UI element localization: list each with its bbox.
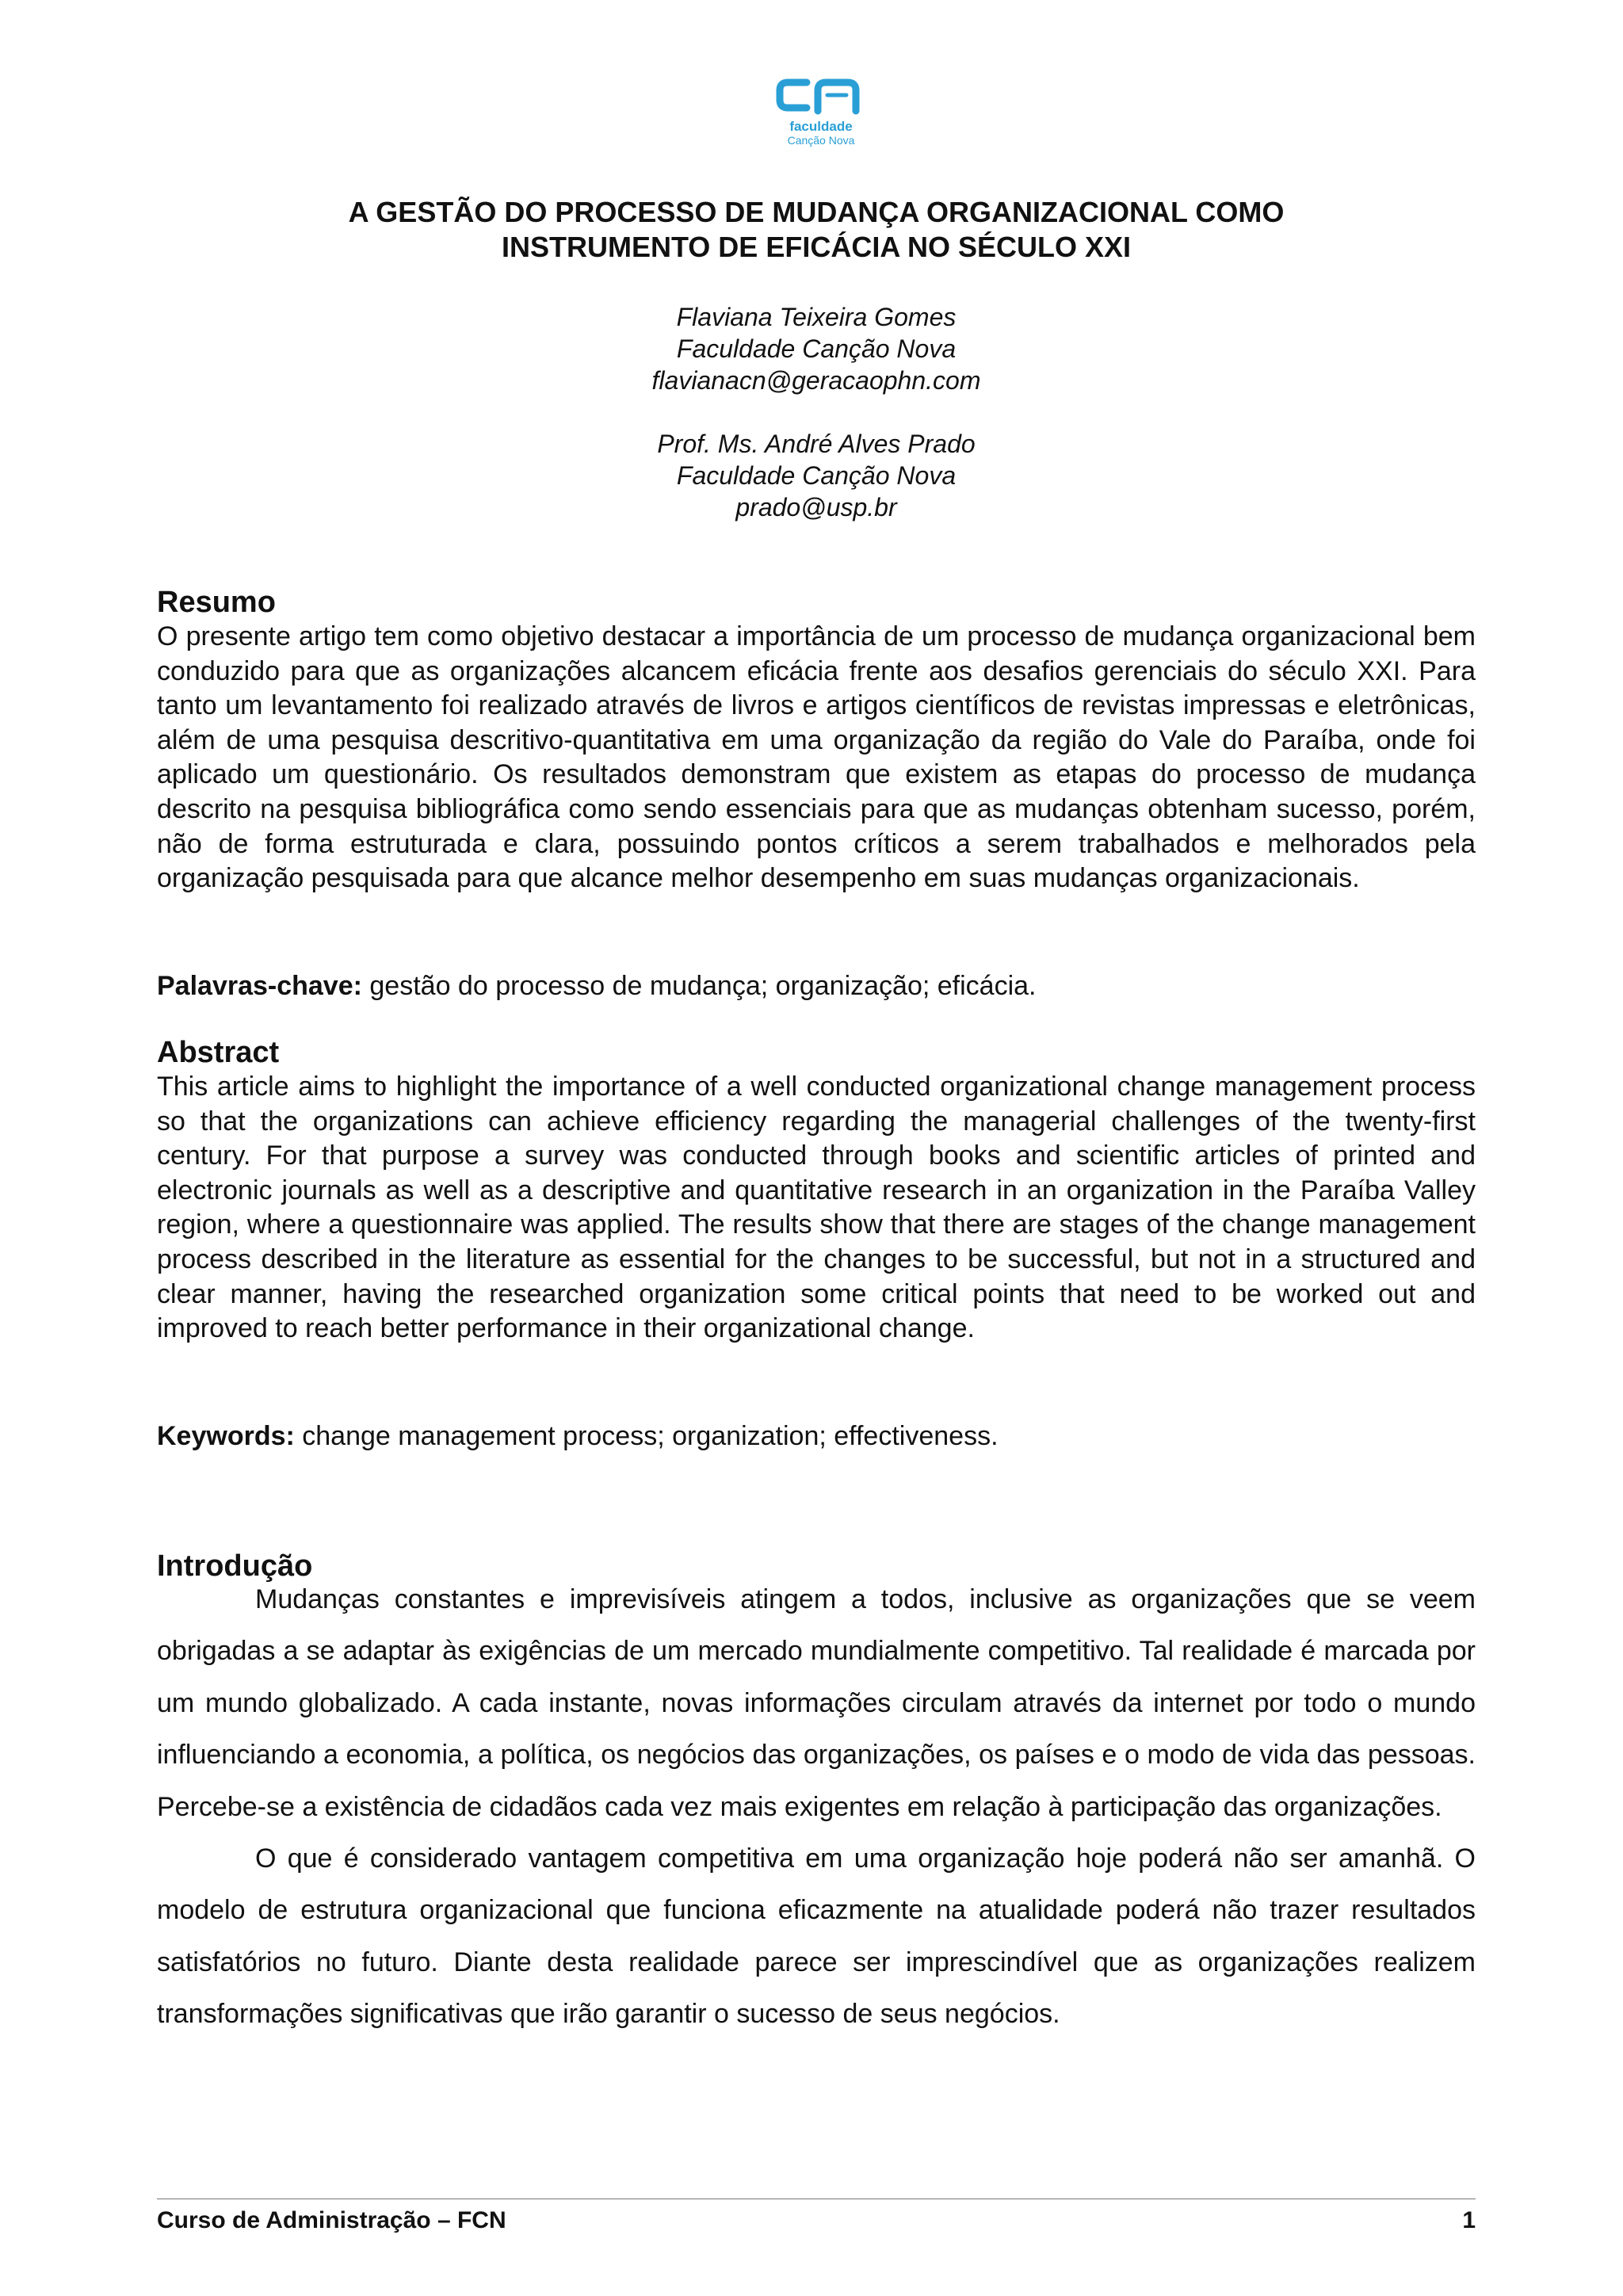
resumo-heading: Resumo: [157, 586, 276, 619]
paper-title: [157, 195, 1476, 265]
logo-line1: faculdade: [789, 119, 853, 134]
abstract-keywords: [157, 1419, 1476, 1454]
author-name: Flaviana Teixeira Gomes: [676, 303, 957, 331]
author-2: [157, 428, 1476, 523]
author-email: flavianacn@geracaophn.com: [651, 366, 981, 395]
title-line-1: A GESTÃO DO PROCESSO DE MUDANÇA ORGANIZACIONAL COMO: [348, 196, 1285, 228]
page-number: 1: [1462, 2207, 1476, 2233]
introduction-section: [157, 1549, 1476, 2041]
faculdade-cancao-nova-logo: [772, 76, 870, 149]
author-name: Prof. Ms. André Alves Prado: [657, 430, 976, 458]
abstract-section: [157, 1035, 1476, 1347]
title-line-2: INSTRUMENTO DE EFICÁCIA NO SÉCULO XXI: [501, 231, 1132, 263]
logo-line2: Canção Nova: [787, 134, 855, 147]
resumo-keywords-text: gestão do processo de mudança; organização; eficácia.: [361, 971, 1037, 1001]
resumo-text: O presente artigo tem como objetivo destacar a importância de um processo de mudança organizacional bem conduzido para que as organizações alcancem eficácia frente aos desafios gerenciais do século XXI. Para tanto um levantamento foi realizado através de livros e artigos científicos de revistas impressas e eletrônicas, além de uma pesquisa descritivo-quantitativa em uma organização da região do Vale do Paraíba, onde foi aplicado um questionário. Os resultados demonstram que existem as etapas do processo de mudança descrito na pesquisa bibliográfica como sendo essenciais para que as mudanças obtenham sucesso, porém, não de forma estruturada e clara, possuindo pontos críticos a serem trabalhados e melhorados pela organização pesquisada para que alcance melhor desempenho em suas mudanças organizacionais.: [157, 621, 1476, 894]
footer-course: Curso de Administração – FCN: [157, 2207, 506, 2233]
author-email: prado@usp.br: [735, 493, 897, 521]
abstract-text: This article aims to highlight the importance of a well conducted organizational change management process so that the organizations can achieve efficiency regarding the managerial challenges of the twenty-first century. For that purpose a survey was conducted through books and scientific articles of printed and electronic journals as well as a descriptive and quantitative research in an organization in the Paraíba Valley region, where a questionnaire was applied. The results show that there are stages of the change management process described in the literature as essential for the changes to be successful, but not in a structured and clear manner, having the researched organization some critical points that need to be worked out and improved to reach better performance in their organizational change.: [157, 1072, 1476, 1344]
introduction-paragraph: Mudanças constantes e imprevisíveis atingem a todos, inclusive as organizações que se veem obrigadas a se adaptar às exigências de um mercado mundialmente competitivo. Tal realidade é marcada por um mundo globalizado. A cada instante, novas informações circulam através da internet por todo o mundo influenciando a economia, a política, os negócios das organizações, os países e o modo de vida das pessoas. Percebe-se a existência de cidadãos cada vez mais exigentes em relação à participação das organizações.: [157, 1584, 1476, 1822]
resumo-keywords: [157, 968, 1476, 1003]
document-page: [157, 0, 1476, 2296]
introduction-paragraph: O que é considerado vantagem competitiva em uma organização hoje poderá não ser amanhã. O modelo de estrutura organizacional que funciona eficazmente na atualidade poderá não trazer resultados satisfatórios no futuro. Diante desta realidade parece ser imprescindível que as organizações realizem transformações significativas que irão garantir o sucesso de seus negócios.: [157, 1843, 1476, 2030]
abstract-keywords-text: change management process; organization; effectiveness.: [294, 1421, 999, 1451]
author-list: [157, 301, 1476, 555]
resumo-section: [157, 585, 1476, 896]
author-affiliation: Faculdade Canção Nova: [676, 461, 957, 490]
resumo-keywords-label: Palavras-chave:: [157, 971, 362, 1001]
author-1: [157, 301, 1476, 396]
cn-logo-mark-icon: [772, 76, 870, 120]
abstract-heading: Abstract: [157, 1036, 280, 1069]
abstract-keywords-label: Keywords:: [157, 1421, 295, 1451]
introduction-heading: Introdução: [157, 1549, 313, 1583]
author-affiliation: Faculdade Canção Nova: [676, 334, 957, 363]
